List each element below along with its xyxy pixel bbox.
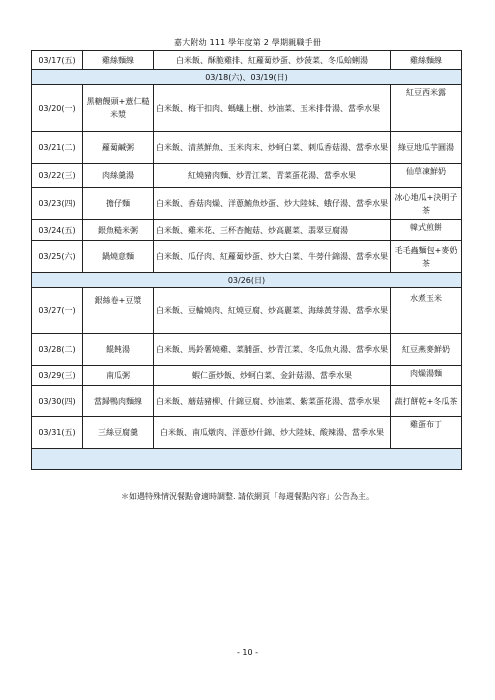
- lunch-cell: 白米飯、瓜仔肉、紅蘿蔔炒蛋、炒大白菜、牛蒡什錦湯、當季水果: [154, 241, 391, 273]
- afternoon-snack-cell: 韓式煎餅: [391, 220, 462, 241]
- morning-snack-cell: 銀絲卷+豆漿: [83, 288, 154, 334]
- page-header: 嘉大附幼 111 學年度第 2 學期親職手冊: [174, 38, 321, 47]
- table-row: [32, 220, 462, 241]
- date-cell: 03/29(三): [32, 366, 83, 386]
- morning-snack-cell: 黑糖饅頭+薏仁糙米漿: [83, 85, 154, 132]
- week-separator-row: [32, 273, 462, 288]
- table-row: [32, 85, 462, 132]
- afternoon-snack-cell: 雞絲麵線: [391, 51, 462, 70]
- table-row: [32, 164, 462, 188]
- date-cell: 03/25(六): [32, 241, 83, 273]
- lunch-cell: 白米飯、香菇肉燥、洋蔥鮪魚炒蛋、炒大陸妹、蛾仔湯、當季水果: [154, 188, 391, 220]
- morning-snack-cell: 雞絲麵線: [83, 51, 154, 70]
- afternoon-snack-cell: 綠豆地瓜芋圓湯: [391, 132, 462, 164]
- menu-note: ＊如遇特殊情況餐點會適時調整. 請依網頁「每週餐點內容」公告為主。: [120, 492, 375, 501]
- table-row: [32, 386, 462, 417]
- afternoon-snack-cell: 蔬打餅乾+冬瓜茶: [391, 386, 462, 417]
- table-row: [32, 334, 462, 366]
- afternoon-snack-cell: 紅豆燕麥鮮奶: [391, 334, 462, 366]
- morning-snack-cell: 銀魚糙米粥: [83, 220, 154, 241]
- table-row: [32, 417, 462, 449]
- date-cell: 03/20(一): [32, 85, 83, 132]
- afternoon-snack-cell: 冰心地瓜+決明子茶: [391, 188, 462, 220]
- menu-table: [31, 50, 462, 470]
- table-row: [32, 51, 462, 70]
- date-cell: 03/21(二): [32, 132, 83, 164]
- morning-snack-cell: 三絲豆腐羹: [83, 417, 154, 449]
- lunch-cell: 白米飯、清蒸鮮魚、玉米肉末、炒蚵白菜、刺瓜香菇湯、當季水果: [154, 132, 391, 164]
- table-row: [32, 241, 462, 273]
- afternoon-snack-cell: 紅豆西米露: [391, 85, 462, 132]
- blank-row: [32, 449, 462, 470]
- morning-snack-cell: 蘿蔔鹹粥: [83, 132, 154, 164]
- morning-snack-cell: 南瓜粥: [83, 366, 154, 386]
- lunch-cell: 蝦仁蛋炒飯、炒蚵白菜、金針菇湯、當季水果: [154, 366, 391, 386]
- date-cell: 03/30(四): [32, 386, 83, 417]
- morning-snack-cell: 鍋燒意麵: [83, 241, 154, 273]
- lunch-cell: 白米飯、南瓜燉肉、洋蔥炒什錦、炒大陸妹、酸辣湯、當季水果: [154, 417, 391, 449]
- morning-snack-cell: 肉絲羹湯: [83, 164, 154, 188]
- blank-cell: [32, 449, 462, 470]
- morning-snack-cell: 擔仔麵: [83, 188, 154, 220]
- table-row: [32, 132, 462, 164]
- lunch-cell: 白米飯、雞米花、三杯杏鮑菇、炒高麗菜、翡翠豆腐湯: [154, 220, 391, 241]
- lunch-cell: 白米飯、酥脆雞排、紅蘿蔔炒蛋、炒菠菜、冬瓜蛤蜊湯: [154, 51, 391, 70]
- date-cell: 03/24(五): [32, 220, 83, 241]
- date-cell: 03/28(二): [32, 334, 83, 366]
- week-separator-row: [32, 70, 462, 85]
- date-cell: 03/23(四): [32, 188, 83, 220]
- date-cell: 03/31(五): [32, 417, 83, 449]
- lunch-cell: 白米飯、馬鈴薯燒雞、菜脯蛋、炒青江菜、冬瓜魚丸湯、當季水果: [154, 334, 391, 366]
- lunch-cell: 白米飯、梅干扣肉、螞蟻上樹、炒油菜、玉米排骨湯、當季水果: [154, 85, 391, 132]
- lunch-cell: 紅燒豬肉麵、炒青江菜、青菜蛋花湯、當季水果: [154, 164, 391, 188]
- morning-snack-cell: 當歸鴨肉麵線: [83, 386, 154, 417]
- afternoon-snack-cell: 雞蛋布丁: [391, 417, 462, 449]
- week-label: 03/18(六)、03/19(日): [32, 70, 462, 85]
- date-cell: 03/17(五): [32, 51, 83, 70]
- lunch-cell: 白米飯、蘑菇豬柳、什錦豆腐、炒油菜、紫菜蛋花湯、當季水果: [154, 386, 391, 417]
- date-cell: 03/22(三): [32, 164, 83, 188]
- table-row: [32, 366, 462, 386]
- morning-snack-cell: 餛飩湯: [83, 334, 154, 366]
- page-number: - 10 -: [236, 648, 259, 657]
- afternoon-snack-cell: 毛毛蟲麵包+麥奶茶: [391, 241, 462, 273]
- lunch-cell: 白米飯、豆輪燒肉、紅燒豆腐、炒高麗菜、海絲黃芽湯、當季水果: [154, 288, 391, 334]
- afternoon-snack-cell: 肉燥湯麵: [391, 366, 462, 386]
- table-row: [32, 188, 462, 220]
- week-label: 03/26(日): [32, 273, 462, 288]
- afternoon-snack-cell: 水煮玉米: [391, 288, 462, 334]
- afternoon-snack-cell: 仙草凍鮮奶: [391, 164, 462, 188]
- table-row: [32, 288, 462, 334]
- date-cell: 03/27(一): [32, 288, 83, 334]
